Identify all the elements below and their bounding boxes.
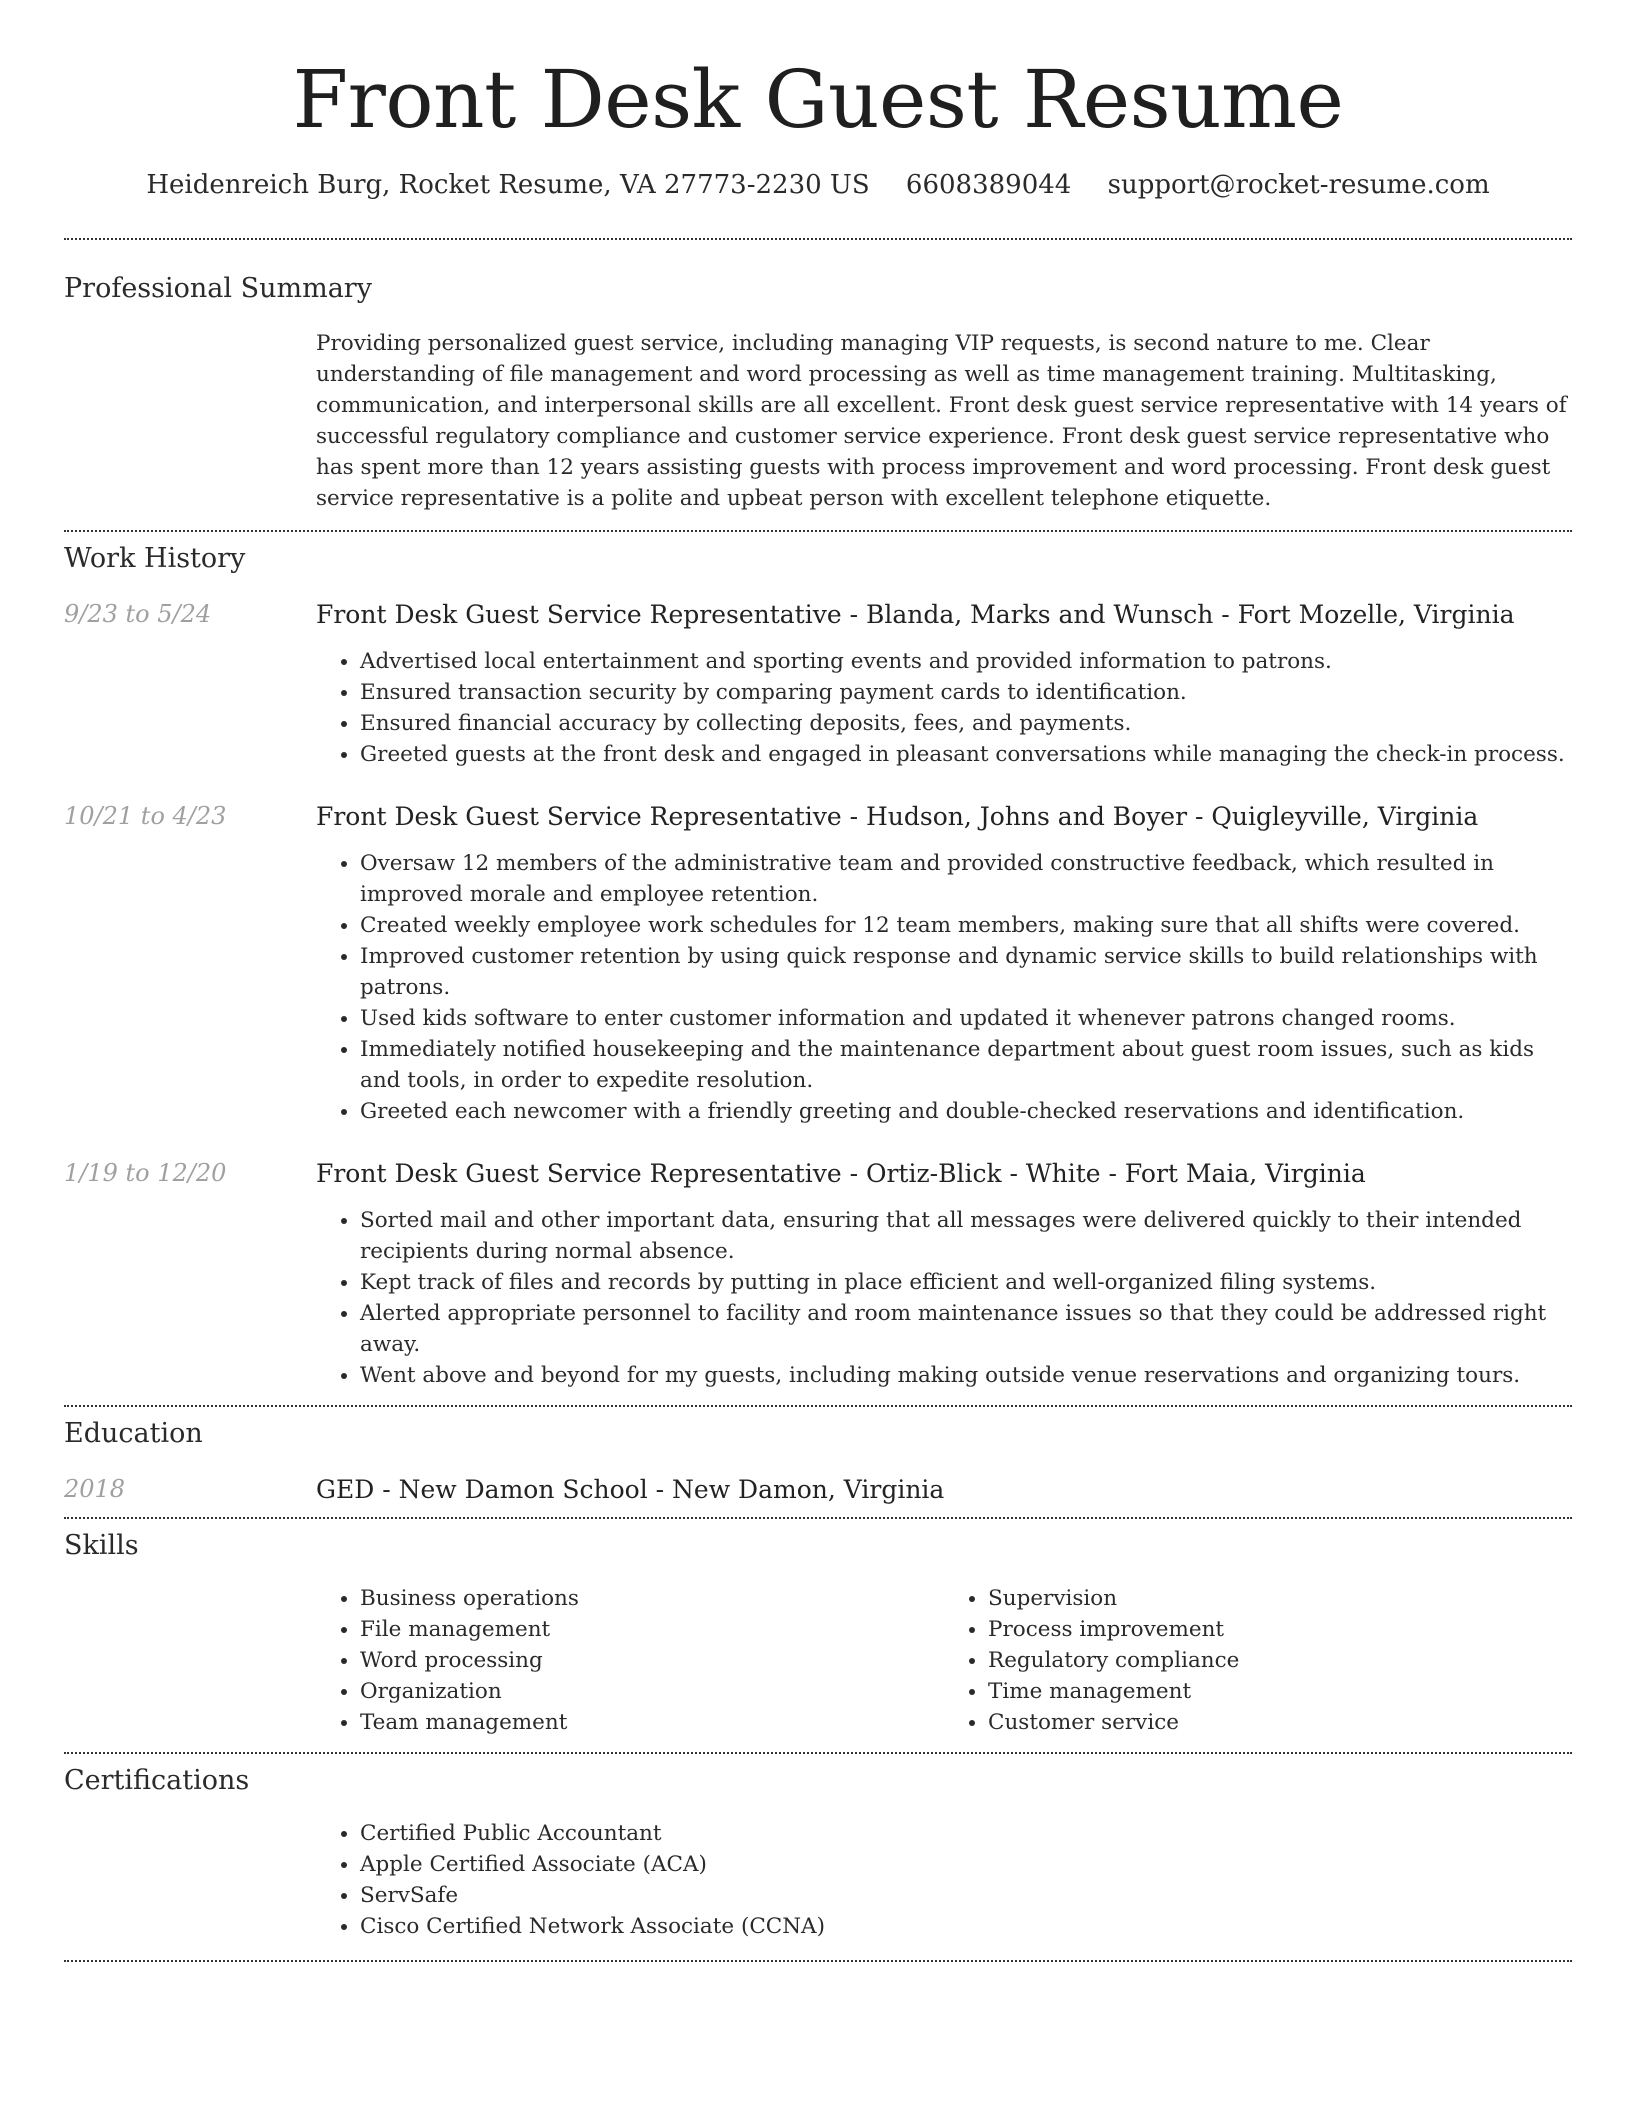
education-heading: GED - New Damon School - New Damon, Virginia (316, 1475, 945, 1504)
divider (64, 1960, 1572, 1962)
list-item: • Supervision (988, 1583, 1572, 1614)
job-bullets (316, 1205, 1572, 1391)
skills-list-left (316, 1583, 944, 1738)
summary-section (64, 240, 1572, 530)
work-title: Work History (64, 543, 246, 574)
contact-line (64, 168, 1572, 202)
job-heading: Front Desk Guest Service Representative - Ortiz-Blick - White - Fort Maia, Virginia (316, 1159, 1366, 1188)
list-item: • Time management (988, 1676, 1572, 1707)
list-item: • Process improvement (988, 1614, 1572, 1645)
list-item: • Apple Certified Associate (ACA) (360, 1849, 1572, 1880)
list-item: • Greeted each newcomer with a friendly greeting and double-checked reservations and identification. (360, 1096, 1572, 1127)
list-item: • ServSafe (360, 1880, 1572, 1911)
list-item: • Ensured financial accuracy by collecting deposits, fees, and payments. (360, 708, 1572, 739)
list-item: • Team management (360, 1707, 944, 1738)
list-item: • Certified Public Accountant (360, 1818, 1572, 1849)
job-bullets (316, 646, 1572, 770)
contact-email: support@rocket-resume.com (1107, 170, 1490, 200)
list-item: • Advertised local entertainment and sporting events and provided information to patrons. (360, 646, 1572, 677)
list-item: • Organization (360, 1676, 944, 1707)
list-item: • Created weekly employee work schedules for 12 team members, making sure that all shifts were covered. (360, 910, 1572, 941)
list-item: • Business operations (360, 1583, 944, 1614)
list-item: • Regulatory compliance (988, 1645, 1572, 1676)
resume-page (64, 0, 1572, 1962)
job-dates: 1/19 to 12/20 (64, 1159, 227, 1187)
job-heading: Front Desk Guest Service Representative - Hudson, Johns and Boyer - Quigleyville, Virginia (316, 802, 1479, 831)
contact-phone: 6608389044 (905, 170, 1072, 200)
list-item: • File management (360, 1614, 944, 1645)
certifications-section (64, 1754, 1572, 1960)
education-section (64, 1407, 1572, 1517)
job-entry (64, 800, 1572, 1127)
education-title: Education (64, 1418, 203, 1449)
job-dates: 10/21 to 4/23 (64, 802, 227, 830)
list-item: • Alerted appropriate personnel to facility and room maintenance issues so that they could be addressed right away. (360, 1298, 1572, 1360)
list-item: • Oversaw 12 members of the administrative team and provided constructive feedback, which resulted in improved morale and employee retention. (360, 848, 1572, 910)
list-item: • Went above and beyond for my guests, including making outside venue reservations and organizing tours. (360, 1360, 1572, 1391)
work-section (64, 532, 1572, 1405)
job-entry (64, 598, 1572, 770)
resume-name: Front Desk Guest Resume (292, 53, 1344, 146)
skills-list-right (944, 1583, 1572, 1738)
summary-text: Providing personalized guest service, including managing VIP requests, is second nature to me. Clear understanding of file management and word processing as well as time management training. Multitasking, communication, and interpersonal skills are all excellent. Front desk guest service representative with 14 years of successful regulatory compliance and customer service experience. Front desk guest service representative who has spent more than 12 years assisting guests with process improvement and word processing. Front desk guest service representative is a polite and upbeat person with excellent telephone etiquette. (316, 331, 1567, 511)
list-item: • Kept track of files and records by putting in place efficient and well-organized filing systems. (360, 1267, 1572, 1298)
education-entry (64, 1473, 1572, 1507)
list-item: • Customer service (988, 1707, 1572, 1738)
list-item: • Immediately notified housekeeping and the maintenance department about guest room issues, such as kids and tools, in order to expedite resolution. (360, 1034, 1572, 1096)
contact-address: Heidenreich Burg, Rocket Resume, VA 27773-2230 US (146, 170, 870, 200)
list-item: • Used kids software to enter customer information and updated it whenever patrons changed rooms. (360, 1003, 1572, 1034)
job-heading: Front Desk Guest Service Representative - Blanda, Marks and Wunsch - Fort Mozelle, Virginia (316, 600, 1515, 629)
certifications-list (316, 1818, 1572, 1942)
list-item: • Improved customer retention by using quick response and dynamic service skills to build relationships with patrons. (360, 941, 1572, 1003)
list-item: • Ensured transaction security by comparing payment cards to identification. (360, 677, 1572, 708)
job-entry (64, 1157, 1572, 1391)
job-dates: 9/23 to 5/24 (64, 600, 212, 628)
job-bullets (316, 848, 1572, 1127)
skills-section (64, 1519, 1572, 1752)
list-item: • Sorted mail and other important data, ensuring that all messages were delivered quickly to their intended recipients during normal absence. (360, 1205, 1572, 1267)
list-item: • Greeted guests at the front desk and engaged in pleasant conversations while managing the check-in process. (360, 739, 1572, 770)
list-item: • Word processing (360, 1645, 944, 1676)
list-item: • Cisco Certified Network Associate (CCNA) (360, 1911, 1572, 1942)
certifications-title: Certifications (64, 1765, 250, 1796)
summary-title: Professional Summary (64, 273, 372, 304)
skills-title: Skills (64, 1530, 139, 1561)
education-year: 2018 (64, 1475, 126, 1503)
